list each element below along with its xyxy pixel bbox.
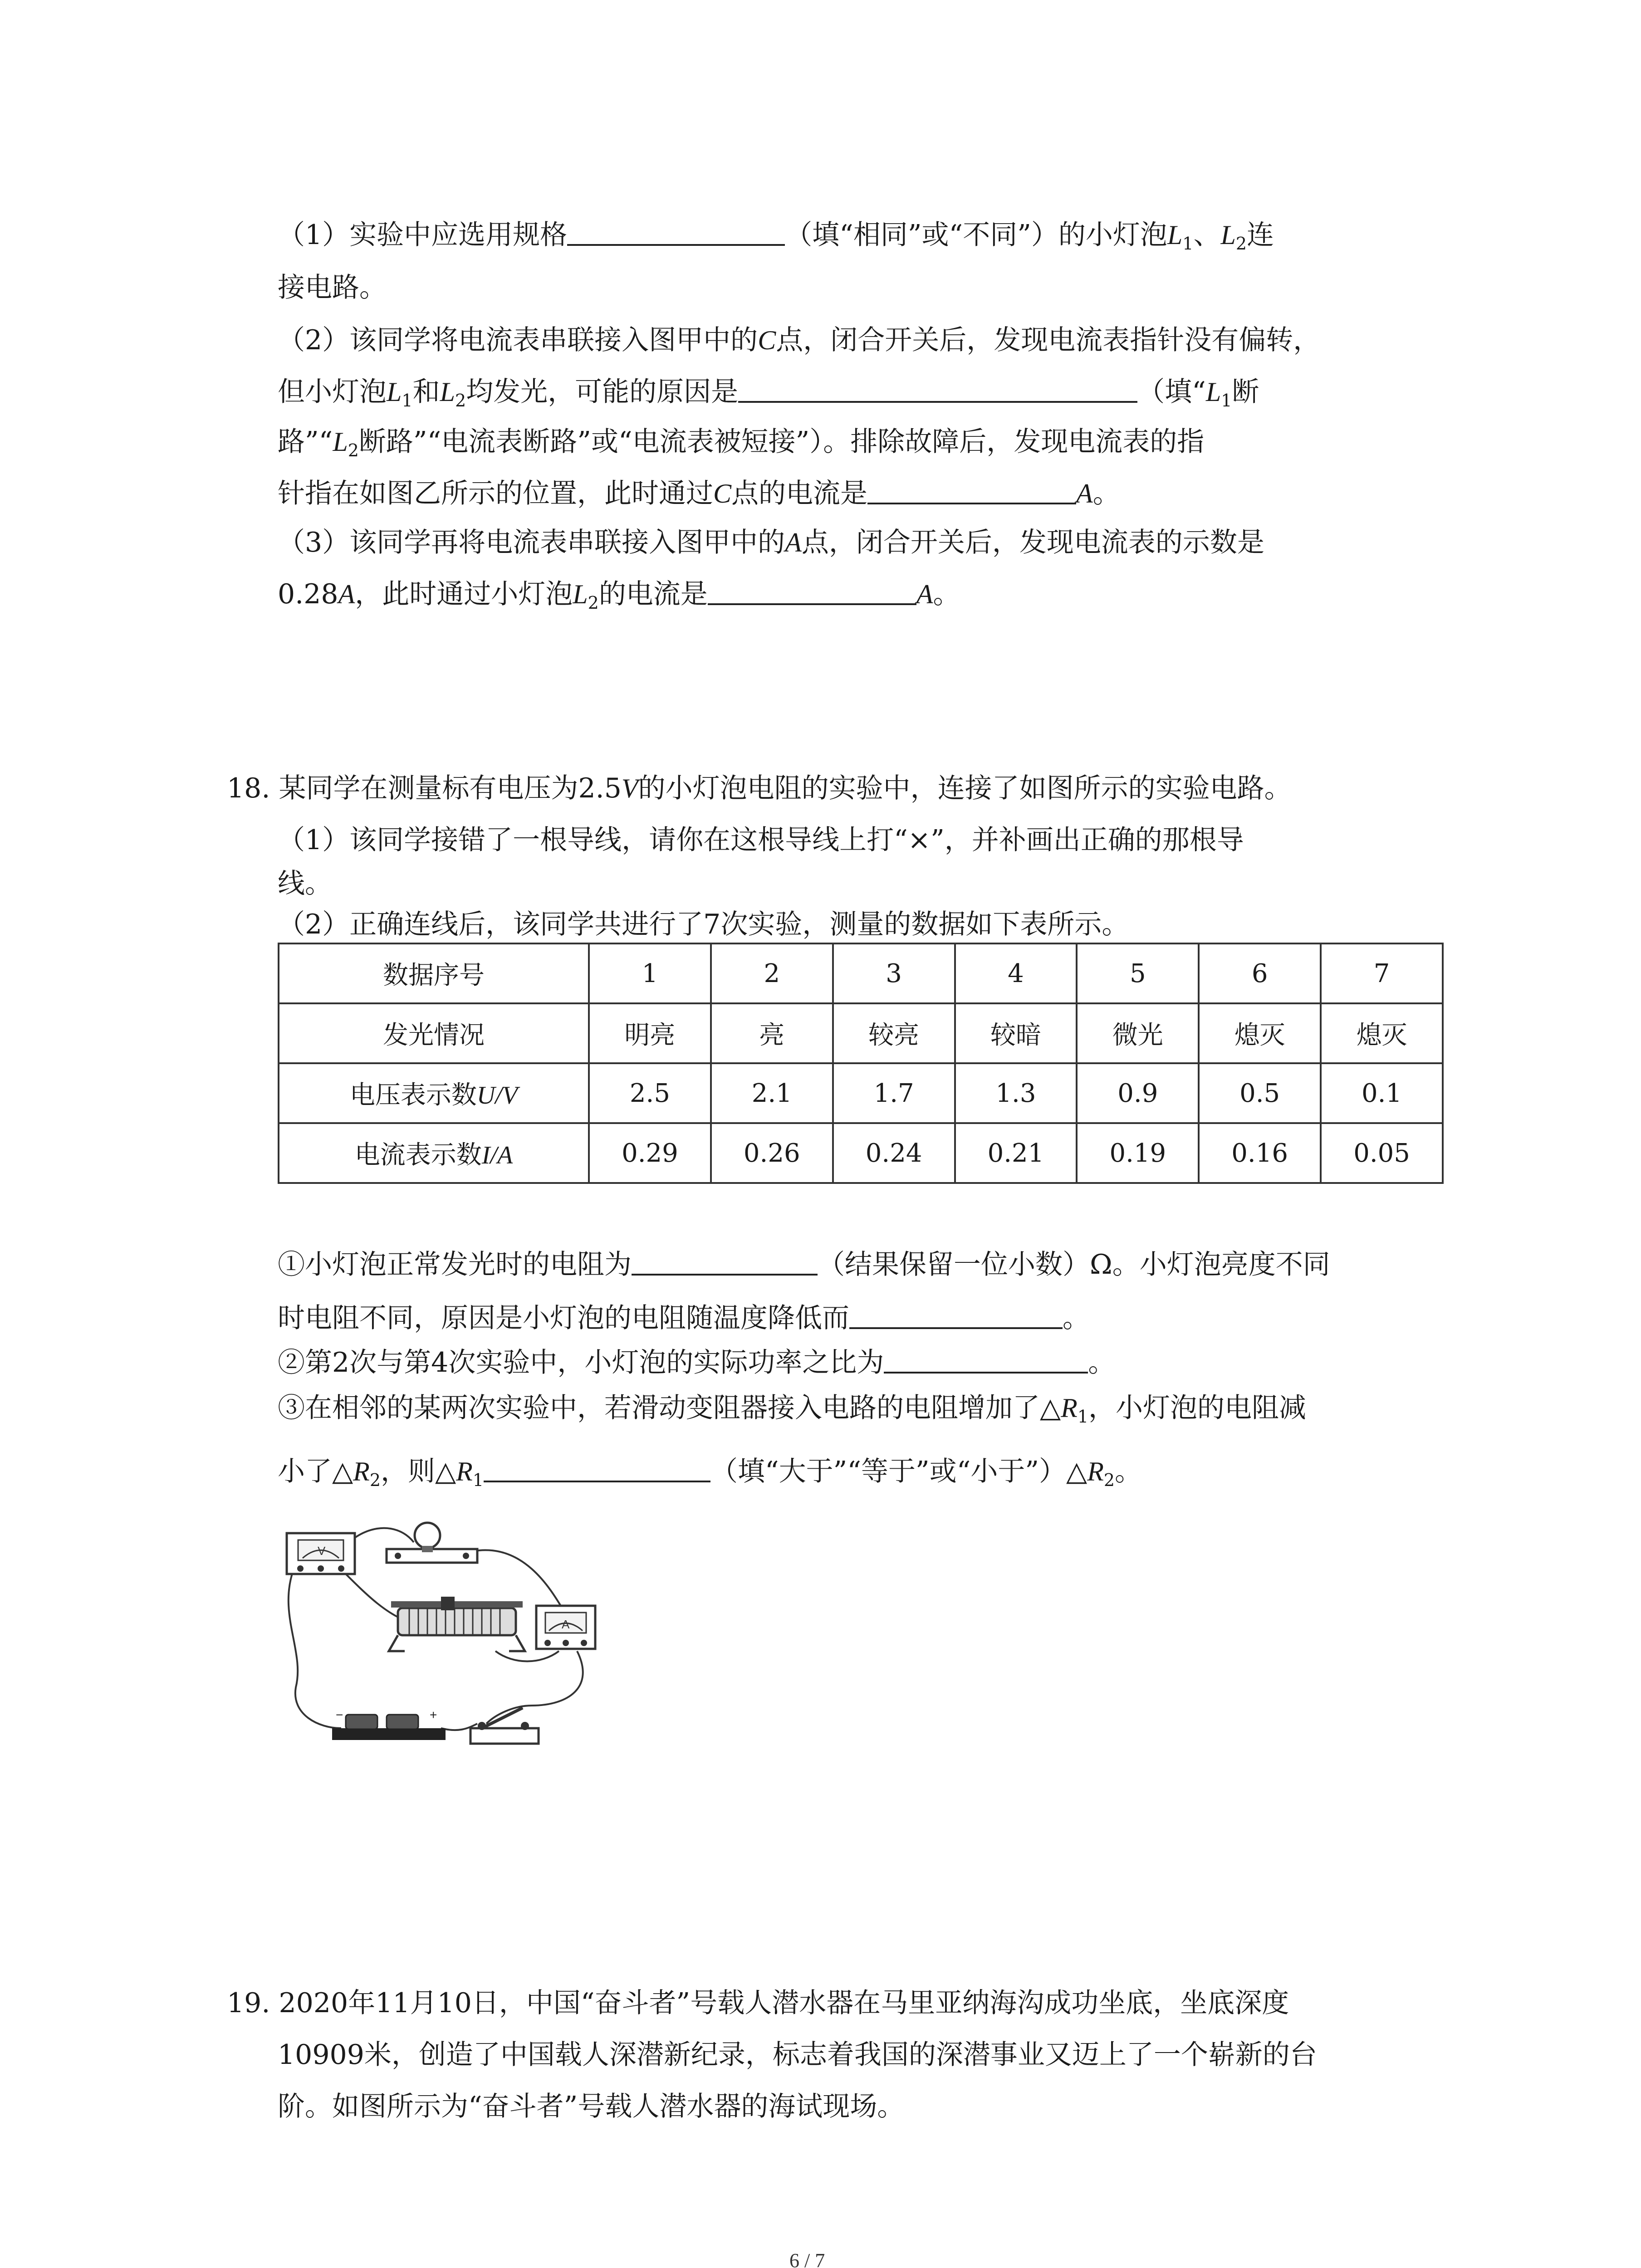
wire [486,1651,583,1724]
q18-sub1-line1: ①小灯泡正常发光时的电阻为 （结果保留一位小数）Ω。小灯泡亮度不同 [278,1246,1330,1283]
table-cell: 0.05 [1321,1123,1443,1183]
table-row [279,1003,1443,1063]
answer-blank-8[interactable] [484,1452,710,1482]
table-cell: 明亮 [589,1003,711,1063]
table-cell: 0.29 [589,1123,711,1183]
q19-line1: 19. 2020年11月10日，中国“奋斗者”号载人潜水器在马里亚纳海沟成功坐底，坐底深度 [227,1987,1289,2019]
q17-part2-line2: 但小灯泡$L_1$和$L_2$均发光，可能的原因是 （填“$L_1$断 [278,373,1259,410]
wire [495,1651,559,1662]
table-cell: 7 [1321,943,1443,1003]
table-cell: 3 [833,943,955,1003]
table-cell: 4 [955,943,1077,1003]
table-cell: 1.7 [833,1063,955,1123]
table-cell: 2 [711,943,833,1003]
table-cell: 亮 [711,1003,833,1063]
answer-blank-3[interactable] [867,474,1076,504]
table-cell: 0.26 [711,1123,833,1183]
battery [332,1708,446,1740]
q17-part2-line4: 针指在如图乙所示的位置，此时通过C点的电流是 A。 [278,474,1120,512]
q18-part2: （2）正确连线后，该同学共进行了7次实验，测量的数据如下表所示。 [278,909,1129,940]
table-cell: 1.3 [955,1063,1077,1123]
answer-blank-7[interactable] [884,1344,1088,1374]
table-header-cell: 数据序号 [279,943,589,1003]
table-cell: 2.5 [589,1063,711,1123]
table-row [279,1063,1443,1123]
q18-stem: 18. 某同学在测量标有电压为2.5V的小灯泡电阻的实验中，连接了如图所示的实验电路。 [227,772,1292,804]
table-row [279,1123,1443,1183]
page-number: 6 / 7 [789,2249,825,2268]
q17-part2-line3: 路$”“L_2$断路”“电流表断路”或“电流表被短接”）。排除故障后，发现电流表的指 [278,426,1205,460]
q19-line2: 10909米，创造了中国载人深潜新纪录，标志着我国的深潜事业又迈上了一个崭新的台 [278,2039,1317,2071]
table-cell: 较暗 [955,1003,1077,1063]
table-cell: 1 [589,943,711,1003]
q17-part1-line2: 接电路。 [278,272,387,303]
ammeter-label: A [562,1618,570,1631]
q19-line3: 阶。如图所示为“奋斗者”号载人潜水器的海试现场。 [278,2091,905,2122]
q17-part1-line1: （1）实验中应选用规格 （填“相同”或“不同”）的小灯泡$L_1$、$L_2$连 [278,216,1274,253]
q18-sub2: ②第2次与第4次实验中，小灯泡的实际功率之比为 。 [278,1344,1115,1381]
q18-sub1-line2: 时电阻不同，原因是小灯泡的电阻随温度降低而 。 [278,1299,1090,1336]
table-row [279,943,1443,1003]
table-cell: 0.9 [1077,1063,1199,1123]
answer-blank-6[interactable] [849,1299,1063,1329]
data-table [278,943,1444,1184]
table-cell: 5 [1077,943,1199,1003]
q17-part2-line1: （2）该同学将电流表串联接入图甲中的C点，闭合开关后，发现电流表指针没有偏转， [278,324,1321,356]
q17-part3-line1: （3）该同学再将电流表串联接入图甲中的A点，闭合开关后，发现电流表的示数是 [278,527,1264,558]
table-header-cell: 电流表示数I/A [279,1123,589,1183]
table-cell: 0.16 [1199,1123,1321,1183]
voltmeter-label: V [318,1544,326,1558]
wire [289,1569,341,1728]
table-cell: 0.1 [1321,1063,1443,1123]
voltmeter [287,1533,355,1574]
table-cell: 0.5 [1199,1063,1321,1123]
q17-part3-line2: 0.28A，此时通过小灯泡$L_2$的电流是 A。 [278,575,960,612]
q18-sub3-line2: 小了$\triangle R_2$，则$\triangle R_1$ （填“大于”“等于”或“小于$”)\triangle R_2$。 [278,1452,1142,1490]
rheostat [389,1597,525,1651]
answer-blank-4[interactable] [708,575,916,605]
answer-blank-5[interactable] [632,1246,818,1276]
q18-sub3-line1: ③在相邻的某两次实验中，若滑动变阻器接入电路的电阻增加了$\triangle R_1$，小灯泡的电阻减 [278,1392,1306,1427]
table-cell: 0.21 [955,1123,1077,1183]
battery-minus-label: − [336,1708,343,1722]
table-cell: 熄灭 [1199,1003,1321,1063]
table-cell: 微光 [1077,1003,1199,1063]
table-header-cell: 发光情况 [279,1003,589,1063]
circuit-figure [278,1515,604,1751]
table-cell: 0.19 [1077,1123,1199,1183]
q18-part1-line2: 线。 [278,868,332,899]
table-cell: 2.1 [711,1063,833,1123]
answer-blank-1[interactable] [567,216,785,246]
battery-plus-label: + [430,1708,437,1722]
table-cell: 6 [1199,943,1321,1003]
table-cell: 较亮 [833,1003,955,1063]
switch [470,1708,539,1744]
lamp [387,1523,477,1563]
q18-part1-line1: （1）该同学接错了一根导线，请你在这根导线上打“×”，并补画出正确的那根导 [278,824,1244,856]
table-header-cell: 电压表示数U/V [279,1063,589,1123]
table-cell: 0.24 [833,1123,955,1183]
table-cell: 熄灭 [1321,1003,1443,1063]
answer-blank-2[interactable] [738,373,1137,403]
ammeter [536,1606,595,1649]
